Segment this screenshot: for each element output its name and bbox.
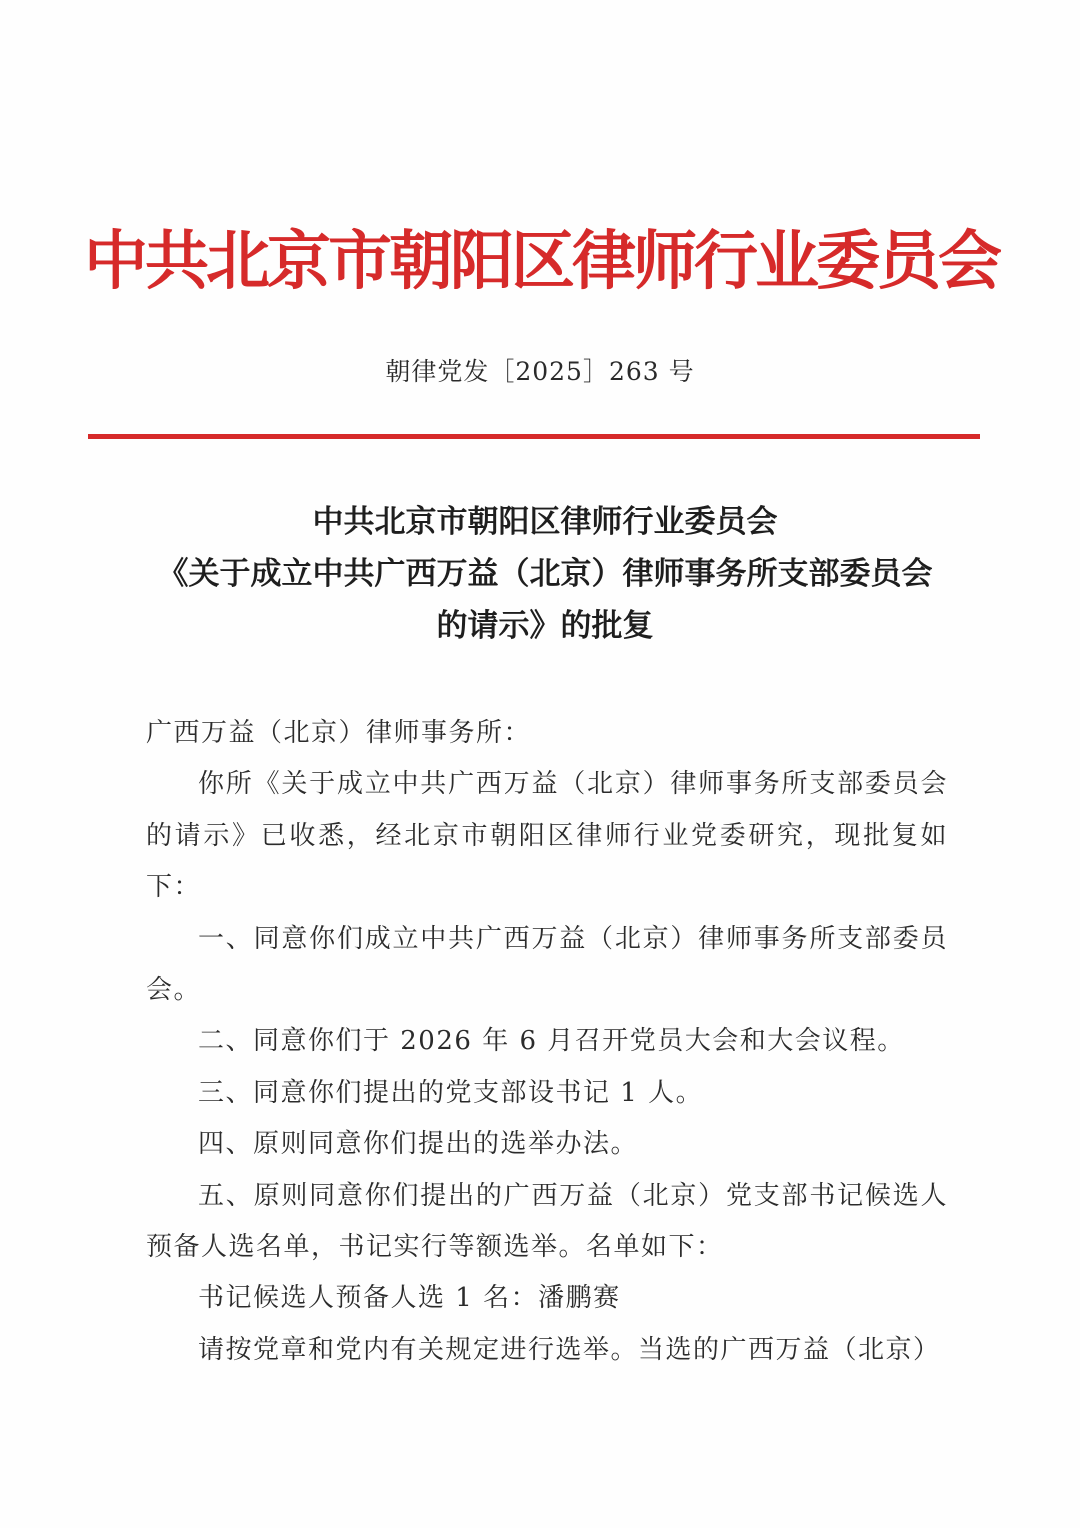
- document-title: [140, 496, 950, 652]
- title-line-2: 《关于成立中共广西万益（北京）律师事务所支部委员会: [157, 556, 933, 592]
- document-body: [146, 708, 948, 1376]
- title-line-1: 中共北京市朝阳区律师行业委员会: [312, 504, 778, 540]
- red-divider-line: [88, 434, 980, 439]
- item-4: 四、原则同意你们提出的选举办法。: [198, 1129, 639, 1160]
- closing-paragraph: 请按党章和党内有关规定进行选举。当选的广西万益（北京）: [198, 1334, 941, 1365]
- item-2: 二、同意你们于 2026 年 6 月召开党员大会和大会议程。: [198, 1026, 905, 1057]
- title-line-3: 的请示》的批复: [436, 608, 654, 644]
- salutation: 广西万益（北京）律师事务所：: [146, 718, 532, 748]
- intro-paragraph: 你所《关于成立中共广西万益（北京）律师事务所支部委员会的请示》已收悉，经北京市朝阳区律师行业党委研究，现批复如下：: [146, 769, 948, 903]
- issuing-organization-header: 中共北京市朝阳区律师行业委员会: [84, 224, 999, 299]
- document-number: 朝律党发［2025］263 号: [385, 357, 695, 386]
- item-3: 三、同意你们提出的党支部设书记 1 人。: [198, 1077, 704, 1108]
- item-5: 五、原则同意你们提出的广西万益（北京）党支部书记候选人预备人选名单，书记实行等额选举。名单如下：: [146, 1180, 948, 1263]
- candidate-line: 书记候选人预备人选 1 名：潘鹏赛: [198, 1283, 621, 1314]
- item-1: 一、同意你们成立中共广西万益（北京）律师事务所支部委员会。: [146, 923, 948, 1006]
